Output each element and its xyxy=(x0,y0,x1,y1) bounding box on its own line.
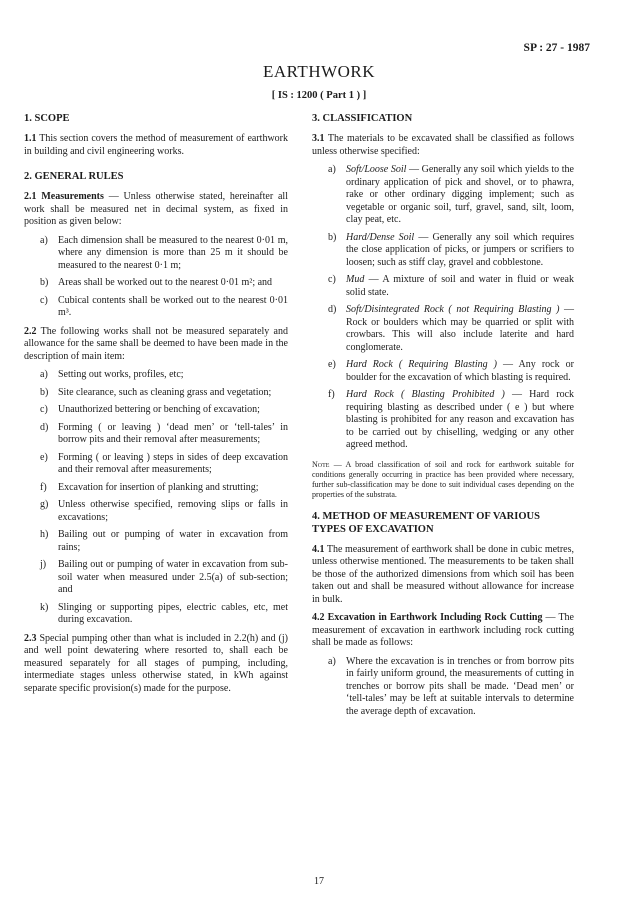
left-column xyxy=(24,112,288,701)
list-2-2 xyxy=(24,369,288,627)
clause-number: 3.1 xyxy=(312,133,325,144)
page-subtitle: [ IS : 1200 ( Part 1 ) ] xyxy=(271,90,367,101)
list-3-1 xyxy=(312,164,574,452)
clause-2-1 xyxy=(24,191,288,229)
list-2-1 xyxy=(24,235,288,320)
standard-code: SP : 27 - 1987 xyxy=(523,42,590,54)
clause-3-1 xyxy=(312,133,574,158)
clause-text: The measurement of earthwork shall be done in cubic metres, unless otherwise mentioned. The measurements to be taken shall be those of the authorized dimensions from which soil has been taken out and shall be measured without allowance for increase in bulk. xyxy=(312,543,574,605)
list-item: g) Unless otherwise specified, removing slips or falls in excavations; xyxy=(40,499,288,523)
note-text: — A broad classification of soil and rock for earthwork suitable for conditions generally occurring in practice has been provided where necessary, further sub-classification may be done to suit individual cases depending on the properties of the substrata. xyxy=(312,459,574,499)
clause-number: 1.1 xyxy=(24,133,37,144)
list-item: d) Soft/Disintegrated Rock ( not Requiring Blasting ) — Rock or boulders which may be quarried or split with crowbars. This will also include laterite and hard conglomerate. xyxy=(328,304,574,353)
clause-text: — The measurement of excavation in earthwork including rock cutting shall be made as follows: xyxy=(312,612,574,648)
list-item: h) Bailing out or pumping of water in excavation from rains; xyxy=(40,529,288,553)
list-4-2 xyxy=(312,656,574,719)
scope-heading: 1. SCOPE xyxy=(24,113,70,124)
clause-4-2 xyxy=(312,612,574,650)
clause-number: 4.2 xyxy=(312,612,325,623)
list-item: f) Hard Rock ( Blasting Prohibited ) — Hard rock requiring blasting as described under ( e ) but where blasting is prohibited for any reason and excavation has to be carried out by chiselling, wedging or any other agreed method. xyxy=(328,389,575,450)
classification-heading: 3. CLASSIFICATION xyxy=(312,113,413,124)
clause-4-1 xyxy=(312,544,574,607)
general-rules-heading: 2. GENERAL RULES xyxy=(24,171,124,182)
classification-note xyxy=(312,460,574,500)
list-item: a) Setting out works, profiles, etc; xyxy=(40,369,184,380)
clause-2-3 xyxy=(24,633,288,696)
list-item: a) Each dimension shall be measured to the nearest 0·01 m, where any dimension is more than 25 m it should be measured to the nearest 0·1 m; xyxy=(40,234,288,271)
clause-text: The following works shall not be measured separately and allowance for the same shall be deemed to have been made in the description of main item: xyxy=(24,325,288,362)
list-item: j) Bailing out or pumping of water in excavation from sub-soil water when measured under 2.5(a) of sub-section; and xyxy=(40,559,288,595)
list-item: c) Unauthorized bettering or benching of excavation; xyxy=(40,404,260,415)
list-item: f) Excavation for insertion of planking and strutting; xyxy=(40,481,259,493)
clause-number: 2.1 xyxy=(24,191,37,202)
clause-1-1 xyxy=(24,133,288,158)
list-item: k) Slinging or supporting pipes, electric cables, etc, met during excavation. xyxy=(40,601,288,625)
clause-number: 2.3 xyxy=(24,632,37,644)
page-number: 17 xyxy=(314,876,324,887)
list-item: b) Hard/Dense Soil — Generally any soil which requires the close application of picks, or jumpers or scrifiers to loosen; such as stiff clay, gravel and cobblestone. xyxy=(328,231,574,268)
list-item: b) Areas shall be worked out to the nearest 0·01 m²; and xyxy=(40,277,273,288)
list-item: a) Soft/Loose Soil — Generally any soil which yields to the ordinary application of pick and shovel, or to phawra, rake or other ordinary digging implement; such as vegetable or organic soil, turf, gravel, sand, silt, loom, clay peat, etc. xyxy=(328,164,574,225)
method-heading: 4. METHOD OF MEASUREMENT OF VARIOUS TYPES OF EXCAVATION xyxy=(312,510,540,535)
clause-text: This section covers the method of measurement of earthwork in building and civil engineering works. xyxy=(24,133,288,157)
right-column xyxy=(312,112,574,724)
list-item: c) Cubical contents shall be worked out to the nearest 0·01 m³. xyxy=(40,294,288,318)
list-item: e) Forming ( or leaving ) steps in sides of deep excavation and their removal after measurements; xyxy=(40,451,288,475)
clause-2-2 xyxy=(24,326,288,364)
page-title: EARTHWORK xyxy=(262,62,376,81)
clause-text: Special pumping other than what is included in 2.2(h) and (j) and well point dewatering where resorted to, shall each be measured separately for all stages of pumping, including, intermediate stages unless otherwise stated, in kWh against separate specific provision(s) made for the purpose. xyxy=(24,632,288,694)
list-item: e) Hard Rock ( Requiring Blasting ) — Any rock or boulder for the excavation of which blasting is required. xyxy=(328,359,574,383)
list-item: c) Mud — A mixture of soil and water in fluid or weak solid state. xyxy=(328,274,574,298)
list-item: d) Forming ( or leaving ) ‘dead men’ or ‘tell-tales’ in borrow pits and their removal after measurements; xyxy=(40,421,288,445)
list-item: b) Site clearance, such as cleaning grass and vegetation; xyxy=(40,386,272,398)
clause-number: 2.2 xyxy=(24,325,37,337)
list-item: a) Where the excavation is in trenches or from borrow pits in fairly uniform ground, the measurements of cutting in trenches or borrow pits shall be made. ‘Dead men’ or ‘tell-tales’ may be left at suitable intervals to determine the average depth of excavation. xyxy=(328,655,574,717)
clause-text: The materials to be excavated shall be classified as follows unless otherwise specified: xyxy=(312,133,574,157)
clause-number: 4.1 xyxy=(312,543,325,555)
clause-title: Excavation in Earthwork Including Rock Cutting xyxy=(324,612,543,623)
clause-text: — Unless otherwise stated, hereinafter all work shall be measured net in decimal system, as fixed in position as given below: xyxy=(24,191,288,227)
note-label: Note xyxy=(312,459,330,469)
clause-title: Measurements xyxy=(36,191,104,202)
